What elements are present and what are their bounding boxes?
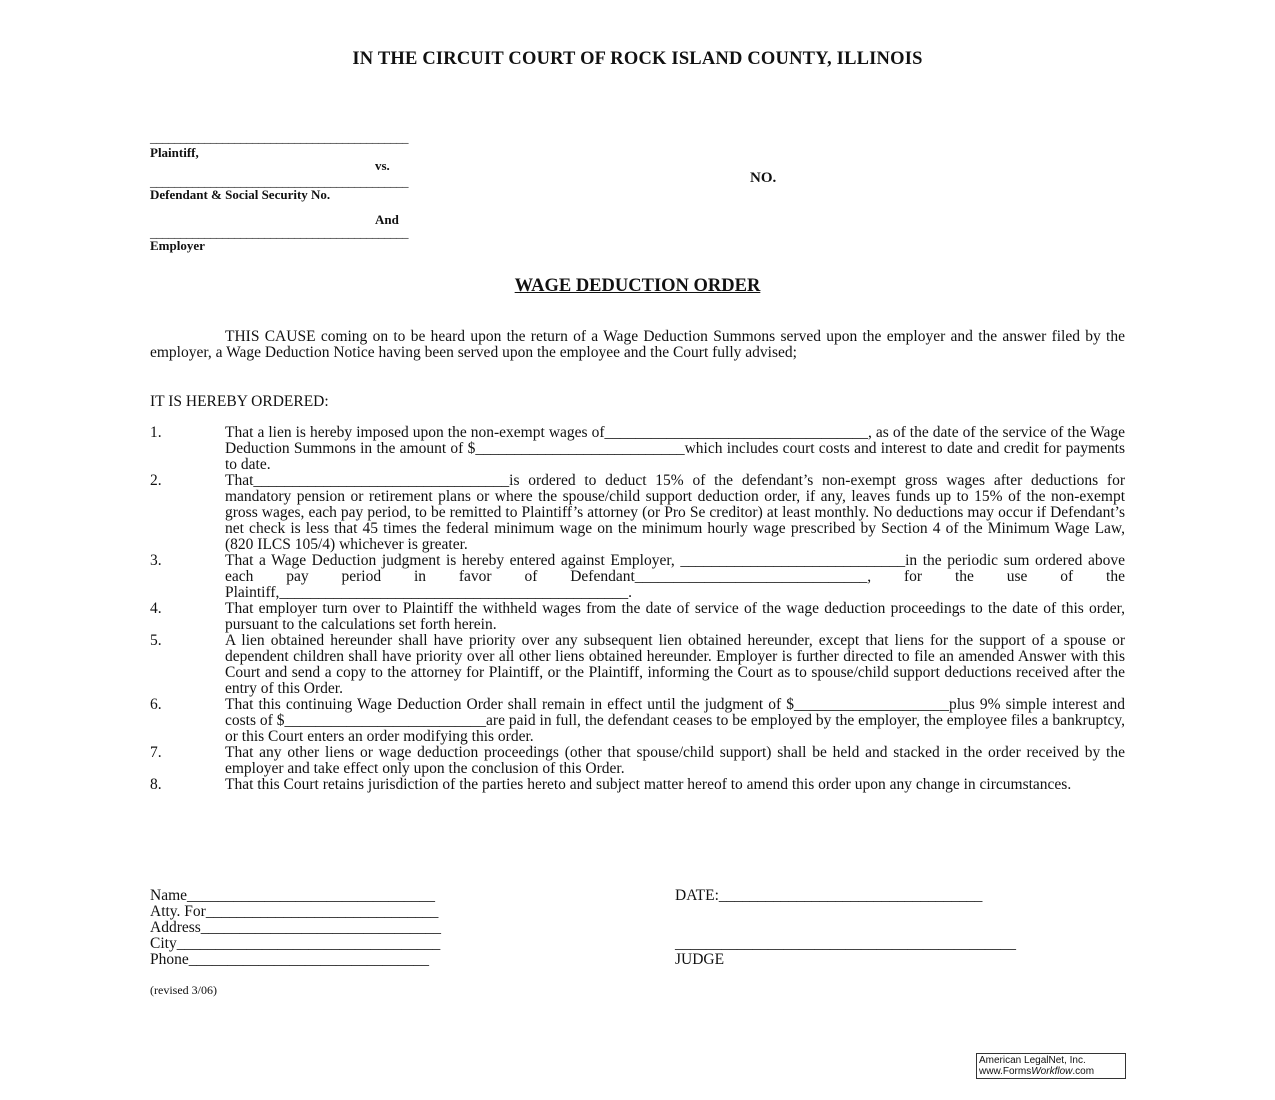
plaintiff-label: Plaintiff, <box>150 145 199 160</box>
publisher-stamp <box>976 1053 1126 1079</box>
and-label: And <box>375 212 399 227</box>
address-field[interactable]: Address_______________________________ <box>150 919 442 936</box>
order-item <box>150 425 1125 473</box>
item-number: 3. <box>150 552 162 569</box>
court-title: IN THE CIRCUIT COURT OF ROCK ISLAND COUNTY, ILLINOIS <box>352 49 923 69</box>
employer-label: Employer <box>150 238 205 253</box>
stamp-url-suffix: .com <box>1072 1066 1095 1077</box>
order-item <box>150 697 1125 745</box>
item-text: That this Court retains jurisdiction of the parties hereto and subject matter hereof to amend this order upon any change in circumstances. <box>225 776 1072 793</box>
date-field[interactable]: DATE:__________________________________ <box>675 887 983 904</box>
defendant-label: Defendant & Social Security No. <box>150 187 331 202</box>
item-number: 8. <box>150 776 162 793</box>
order-item <box>150 553 1125 601</box>
item-text: That any other liens or wage deduction proceedings (other that spouse/child support) shall be held and stacked in the order received by the employer and take effect only upon the conclusion of this Order. <box>225 744 1125 777</box>
city-field[interactable]: City__________________________________ <box>150 935 441 952</box>
item-number: 4. <box>150 600 162 617</box>
defendant-blank-line[interactable]: ___________________________________________ <box>150 174 408 189</box>
item-text: That_________________________________is ordered to deduct 15% of the defendant’s non-exempt gross wages after deductions for mandatory pension or retirement plans or where the spouse/child support deduction order, if any, leaves funds up to 15% of the non-exempt gross wages, each pay period, to be remitted to Plaintiff’s attorney (or Pro Se creditor) at least monthly. No deductions may occur if Defendant’s net check is less that 45 times the federal minimum wage on the minimum hourly wage prescribed by Section 4 of the Minimum Wage Law, (820 ILCS 105/4) whichever is greater. <box>225 472 1125 553</box>
item-text: That a lien is hereby imposed upon the non-exempt wages of__________________________________, as of the date of the service of the Wage Deduction Summons in the amount of $___________________________which includes court costs and interest to date and credit for payments to date. <box>225 424 1125 473</box>
order-item <box>150 745 1125 777</box>
vs-label: vs. <box>375 158 390 173</box>
item-number: 2. <box>150 472 162 489</box>
plaintiff-blank-line[interactable]: ___________________________________________ <box>150 130 408 145</box>
order-item <box>150 473 1125 553</box>
item-number: 6. <box>150 696 162 713</box>
stamp-url-italic: Workflow <box>1031 1066 1073 1077</box>
judge-signature-line[interactable]: ____________________________________________ <box>675 935 1016 952</box>
item-text: A lien obtained hereunder shall have priority over any subsequent lien obtained hereunder, except that liens for the support of a spouse or dependent children shall have priority over all other liens obtained hereunder. Employer is further directed to file an amended Answer with this Court and send a copy to the attorney for Plaintiff, or the Plaintiff, informing the Court as to spouse/child support deductions received after the entry of this Order. <box>225 632 1125 697</box>
order-item <box>150 633 1125 697</box>
order-items-list <box>150 425 1125 793</box>
order-title: WAGE DEDUCTION ORDER <box>514 276 761 296</box>
stamp-url-prefix: www.Forms <box>979 1066 1032 1077</box>
employer-blank-line[interactable]: ___________________________________________ <box>150 225 408 240</box>
revised-note: (revised 3/06) <box>150 983 217 997</box>
item-text: That a Wage Deduction judgment is hereby entered against Employer, _____________________________in the periodic sum ordered above each pay period in favor of Defendant______________________________, for the use of the Plaintiff,_____________________________________________. <box>225 552 1125 601</box>
order-item <box>150 601 1125 633</box>
ordered-heading: IT IS HEREBY ORDERED: <box>150 393 329 410</box>
stamp-line-2 <box>979 1066 1123 1077</box>
case-number-label: NO. <box>750 170 777 186</box>
item-number: 5. <box>150 632 162 649</box>
item-number: 1. <box>150 424 162 441</box>
phone-field[interactable]: Phone_______________________________ <box>150 951 429 968</box>
item-text: That this continuing Wage Deduction Order shall remain in effect until the judgment of $____________________plus 9% simple interest and costs of $__________________________are paid in full, the defendant ceases to be employed by the employer, the employee files a bankruptcy, or this Court enters an order modifying this order. <box>225 696 1125 745</box>
order-item <box>150 777 1125 793</box>
atty-for-field[interactable]: Atty. For______________________________ <box>150 903 439 920</box>
stamp-line-1: American LegalNet, Inc. <box>979 1055 1086 1066</box>
item-number: 7. <box>150 744 162 761</box>
intro-paragraph: THIS CAUSE coming on to be heard upon the return of a Wage Deduction Summons served upon the employer and the answer filed by the employer, a Wage Deduction Notice having been served upon the employee and the Court fully advised; <box>150 328 1125 361</box>
item-text: That employer turn over to Plaintiff the withheld wages from the date of service of the wage deduction proceedings to the date of this order, pursuant to the calculations set forth herein. <box>225 600 1125 633</box>
name-field[interactable]: Name________________________________ <box>150 887 436 904</box>
judge-label: JUDGE <box>675 951 725 968</box>
